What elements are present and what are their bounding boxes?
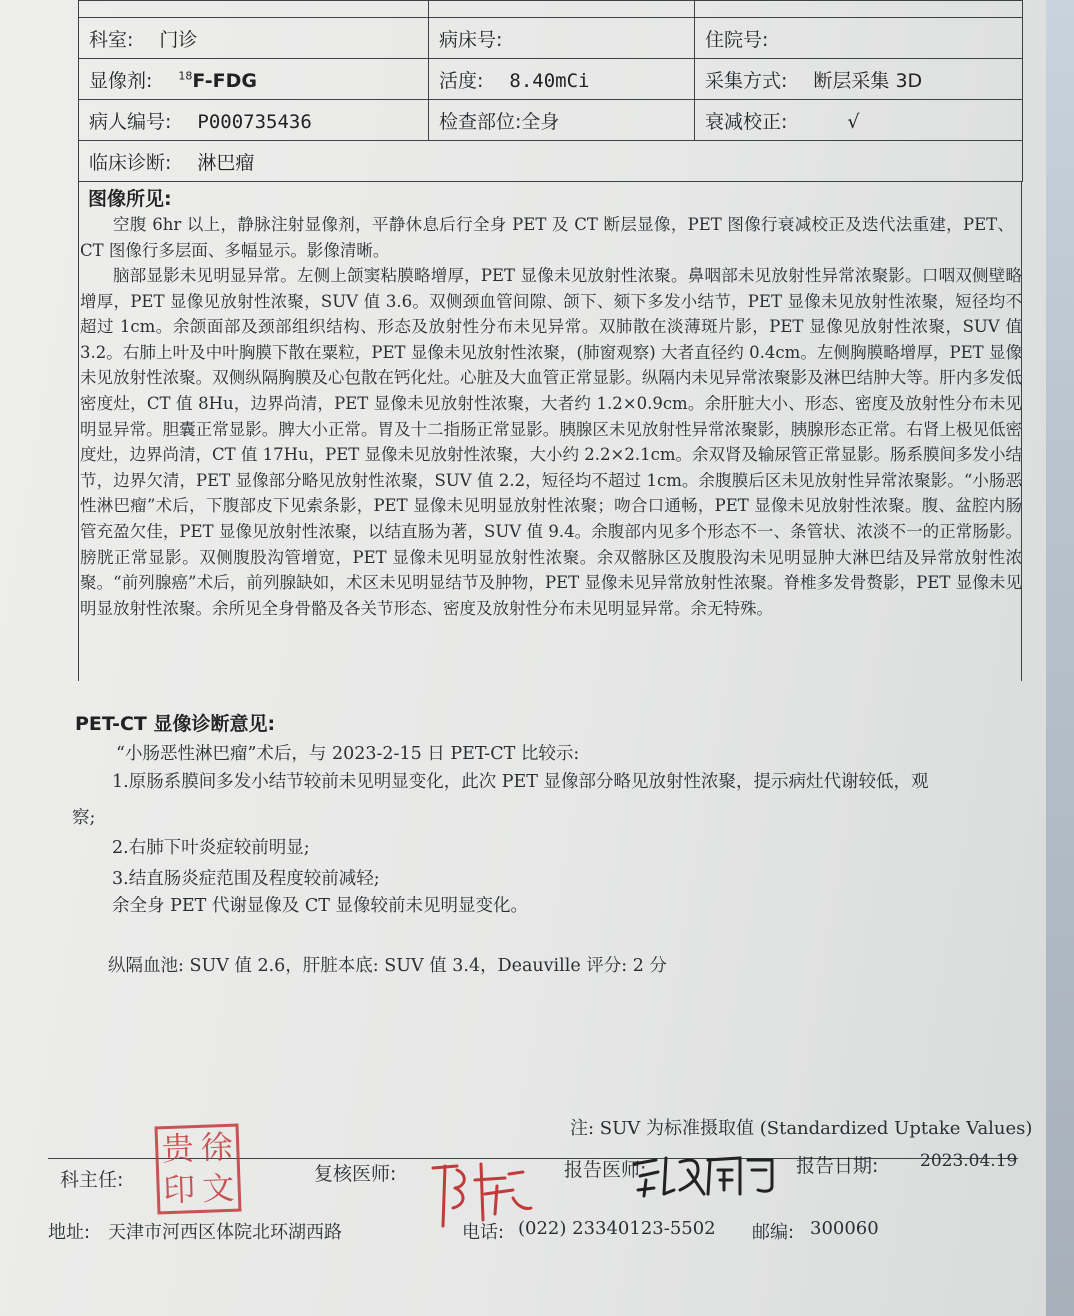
phone-label: 电话: — [462, 1222, 505, 1243]
diagnosis-item-4: 余全身 PET 代谢显像及 CT 显像较前未见明显变化。 — [112, 896, 529, 916]
bed-cell — [429, 18, 695, 59]
diagnosis-item-1-cont: 察; — [72, 808, 96, 828]
table-row — [79, 100, 1023, 141]
reviewer-label: 复核医师: — [314, 1163, 397, 1185]
tracer-cell — [79, 59, 429, 100]
suv-note: 注: SUV 为标准摄取值 (Standardized Uptake Values) — [570, 1118, 1033, 1139]
acquisition-value: 断层采集 3D — [813, 69, 923, 92]
department-value: 门诊 — [159, 28, 198, 51]
stamp-char: 文 — [201, 1168, 235, 1208]
tracer-isotope-sup: 18 — [178, 69, 193, 83]
stamp-char: 徐 — [200, 1127, 234, 1167]
clinical-diagnosis-value: 淋巴瘤 — [197, 151, 255, 174]
reporter-label: 报告医师: — [564, 1159, 647, 1181]
exam-site-cell — [429, 100, 695, 141]
bed-label: 病床号: — [439, 28, 503, 51]
findings-paragraph-1: 空腹 6hr 以上，静脉注射显像剂，平静休息后行全身 PET 及 CT 断层显像，PET 图像行衰减校正及迭代法重建，PET、CT 图像行多层面、多幅显示。影像清晰。 — [80, 215, 1014, 260]
stamp-char: 贵 — [161, 1129, 195, 1169]
activity-cell — [429, 59, 695, 100]
seal-stamp — [154, 1124, 241, 1215]
diagnosis-item-2: 2.右肺下叶炎症较前明显; — [112, 838, 310, 858]
attenuation-checkmark: √ — [847, 110, 860, 133]
clinical-diagnosis-cell — [79, 141, 1023, 182]
findings-paragraph-2: 脑部显影未见明显异常。左侧上颌窦粘膜略增厚，PET 显像未见放射性浓聚。鼻咽部未见放射性异常浓聚影。口咽双侧壁略增厚，PET 显像见放射性浓聚，SUV 值 3.6。双侧颈血管间隙、颌下、颏下多发小结节，PET 显像未见放射性浓聚，短径均不超过 1cm。余颌面部及颈部组织结构、形态及放射性分布未见异常。双肺散在淡薄斑片影，PET 显像见放射性浓聚，SUV 值 3.2。右肺上叶及中叶胸膜下散在粟粒，PET 显像未见放射性浓聚，(肺窗观察) 大者直径约 0.4cm。左侧胸膜略增厚，PET 显像未见放射性浓聚。双侧纵隔胸膜及心包散在钙化灶。心脏及大血管正常显影。纵隔内未见异常浓聚影及淋巴结肿大等。肝内多发低密度灶，CT 值 8Hu，边界尚清，PET 显像未见放射性浓聚，大者约 1.2×0.9cm。余肝脏大小、形态、密度及放射性分布未见明显异常。胆囊正常显影。脾大小正常。胃及十二指肠正常显影。胰腺区未见放射性异常浓聚影，胰腺形态正常。右肾上极见低密度灶，边界尚清，CT 值 17Hu，PET 显像未见放射性浓聚，大小约 2.2×2.1cm。余双肾及输尿管正常显影。肠系膜间多发小结节，边界欠清，PET 显像部分略见放射性浓聚，SUV 值 2.2，短径均不超过 1cm。余腹膜后区未见放射性异常浓聚影。“小肠恶性淋巴瘤”术后，下腹部皮下见索条影，PET 显像未见明显放射性浓聚；吻合口通畅，PET 显像未见放射性浓聚。腹、盆腔内肠管充盈欠佳，PET 显像见放射性浓聚，以结直肠为著，SUV 值 9.4。余腹部内见多个形态不一、条管状、浓淡不一的正常肠影。膀胱正常显影。双侧腹股沟管增宽，PET 显像未见明显放射性浓聚。余双髂脉区及腹股沟未见明显肿大淋巴结及异常放射性浓聚。“前列腺癌”术后，前列腺缺如，术区未见明显结节及肿物，PET 显像未见异常放射性浓聚。脊椎多发骨赘影，PET 显像未见明显放射性浓聚。余所见全身骨骼及各关节形态、密度及放射性分布未见明显异常。余无特殊。 — [80, 266, 1022, 618]
table-row-top — [79, 1, 1023, 18]
phone-value: (022) 23340123-5502 — [518, 1218, 716, 1239]
diagnosis-intro: “小肠恶性淋巴瘤”术后，与 2023-2-15 日 PET-CT 比较示: — [116, 744, 580, 764]
diagnosis-title: PET-CT 显像诊断意见: — [75, 713, 276, 735]
diagnosis-item-1: 1.原肠系膜间多发小结节较前未见明显变化，此次 PET 显像部分略见放射性浓聚，提示病灶代谢较低，观 — [112, 772, 929, 792]
attenuation-label: 衰减校正: — [705, 110, 788, 133]
address-label: 地址: — [48, 1222, 91, 1243]
tracer-label: 显像剂: — [89, 69, 153, 92]
zip-label: 邮编: — [752, 1222, 795, 1243]
findings-title: 图像所见: — [88, 188, 172, 210]
zip-value: 300060 — [810, 1218, 879, 1239]
acquisition-label: 采集方式: — [705, 69, 788, 92]
patient-id-cell — [79, 100, 429, 141]
stamp-char: 印 — [162, 1170, 196, 1210]
patient-info-table — [78, 0, 1023, 182]
address-value: 天津市河西区体院北环湖西路 — [108, 1222, 342, 1243]
department-cell — [79, 18, 429, 59]
table-row — [79, 18, 1023, 59]
acquisition-cell — [695, 59, 1023, 100]
patient-id-value: P000735436 — [197, 110, 312, 133]
diagnosis-item-3: 3.结直肠炎症范围及程度较前减轻; — [112, 869, 380, 889]
reporter-signature — [628, 1150, 778, 1202]
tracer-name: F-FDG — [192, 69, 258, 92]
department-label: 科室: — [89, 28, 134, 51]
date-value: 2023.04.19 — [920, 1151, 1018, 1171]
tracer-value — [178, 70, 257, 92]
clinical-diagnosis-label: 临床诊断: — [89, 151, 172, 174]
attenuation-cell — [695, 100, 1023, 141]
activity-value: 8.40mCi — [509, 69, 590, 92]
admission-label: 住院号: — [705, 28, 769, 51]
activity-label: 活度: — [439, 69, 484, 92]
patient-id-label: 病人编号: — [89, 110, 172, 133]
exam-site-label: 检查部位: — [439, 110, 522, 133]
diagnosis-reference-values: 纵隔血池: SUV 值 2.6，肝脏本底: SUV 值 3.4，Deauville 评分: 2 分 — [108, 956, 667, 976]
chief-label: 科主任: — [60, 1169, 124, 1191]
date-label: 报告日期: — [796, 1155, 879, 1177]
admission-cell — [695, 18, 1023, 59]
table-row — [79, 141, 1023, 182]
exam-site-value: 全身 — [521, 110, 560, 133]
table-row — [79, 59, 1023, 100]
